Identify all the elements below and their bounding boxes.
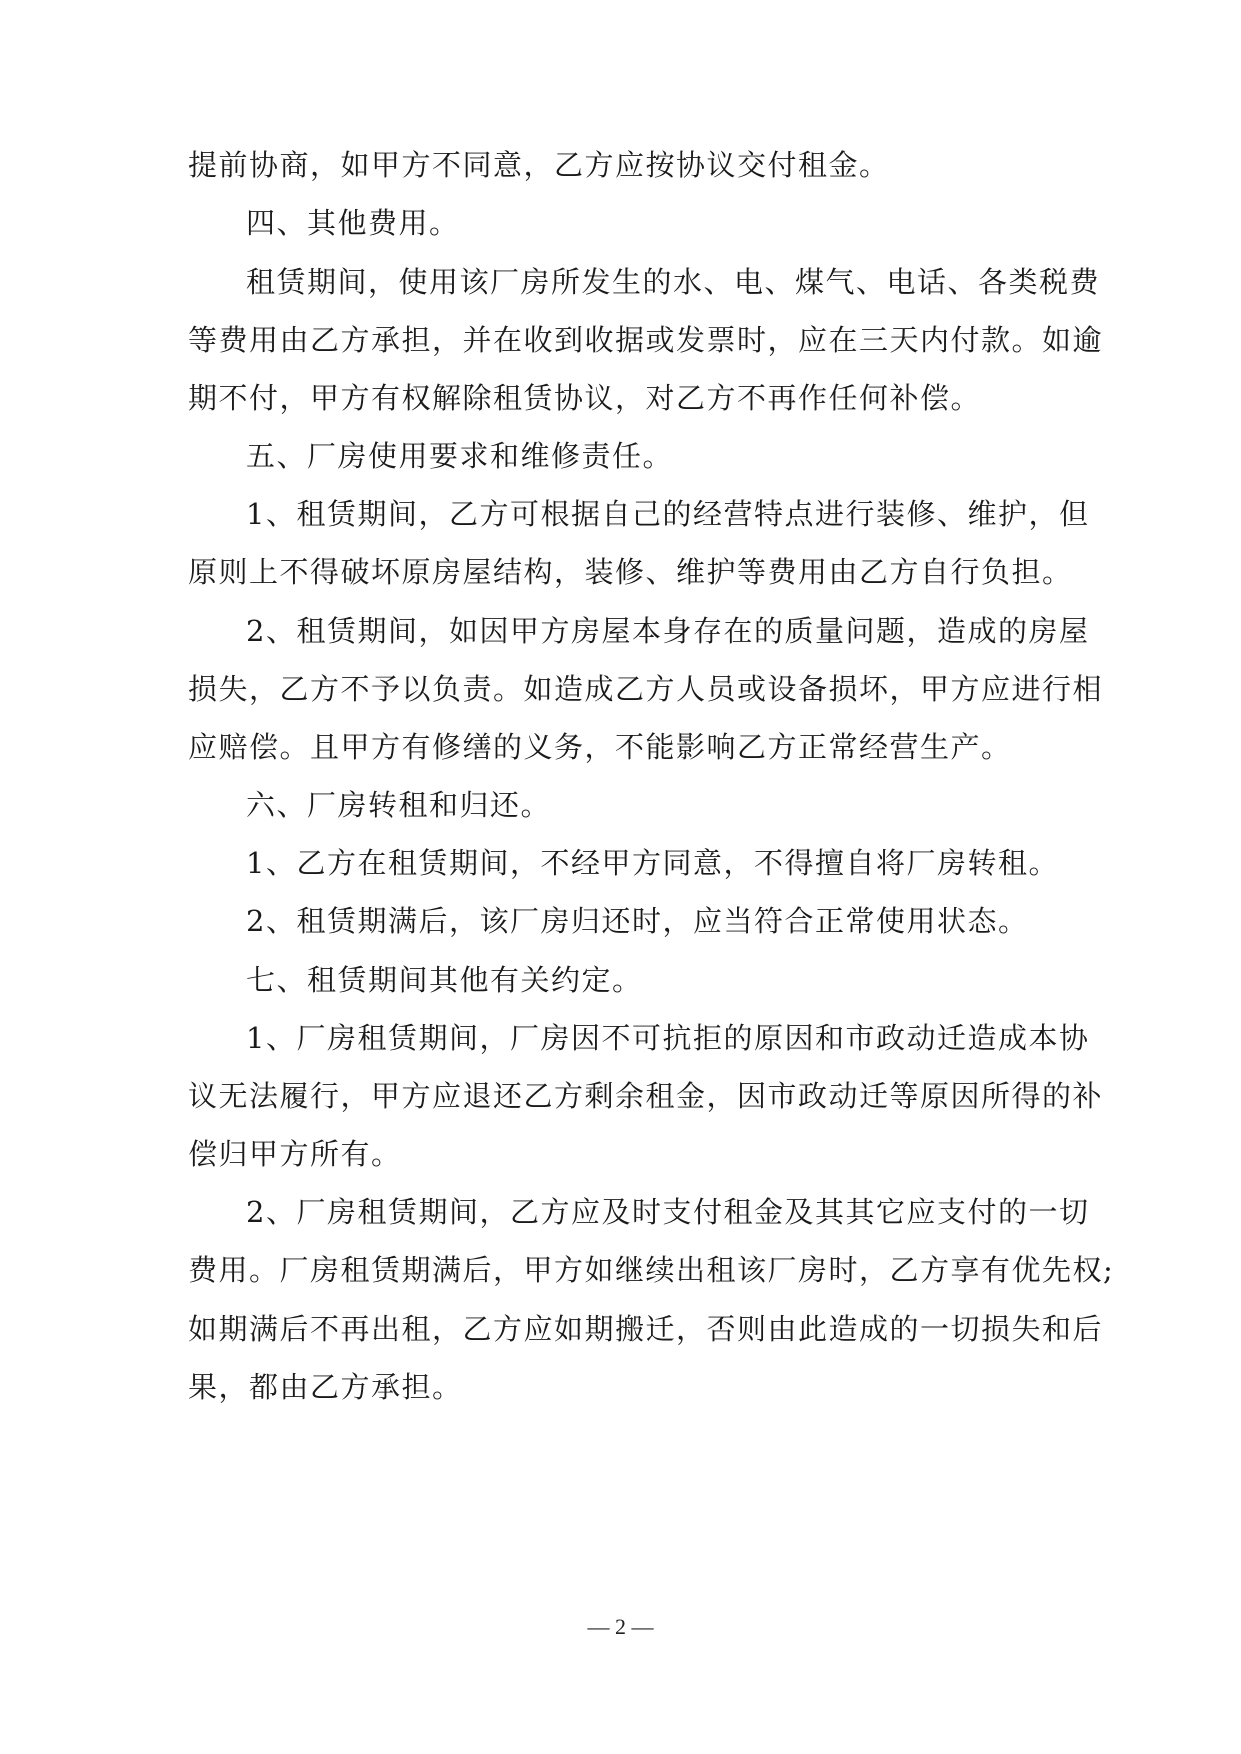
paragraph-line: 原则上不得破坏原房屋结构，装修、维护等费用由乙方自行负担。 [188, 555, 1073, 589]
paragraph-line: 应赔偿。且甲方有修缮的义务，不能影响乙方正常经营生产。 [188, 730, 1012, 764]
paragraph-line: 果，都由乙方承担。 [188, 1370, 463, 1404]
paragraph-line: 偿归甲方所有。 [188, 1137, 402, 1171]
section-heading: 七、租赁期间其他有关约定。 [246, 963, 643, 997]
paragraph-line: 1、厂房租赁期间，厂房因不可抗拒的原因和市政动迁造成本协 [246, 1021, 1090, 1055]
section-heading: 五、厂房使用要求和维修责任。 [246, 439, 674, 473]
page-number: — 2 — [587, 1614, 654, 1639]
paragraph-line: 2、租赁期满后，该厂房归还时，应当符合正常使用状态。 [246, 904, 1029, 938]
paragraph-line: 等费用由乙方承担，并在收到收据或发票时，应在三天内付款。如逾 [188, 323, 1104, 357]
paragraph-line: 期不付，甲方有权解除租赁协议，对乙方不再作任何补偿。 [188, 381, 982, 415]
paragraph-line: 损失，乙方不予以负责。如造成乙方人员或设备损坏，甲方应进行相 [188, 672, 1104, 706]
paragraph-line: 如期满后不再出租，乙方应如期搬迁，否则由此造成的一切损失和后 [188, 1312, 1104, 1346]
paragraph-line: 1、租赁期间，乙方可根据自己的经营特点进行装修、维护，但 [246, 497, 1090, 531]
paragraph-line: 费用。厂房租赁期满后，甲方如继续出租该厂房时，乙方享有优先权; [188, 1253, 1115, 1287]
section-heading: 六、厂房转租和归还。 [246, 788, 552, 822]
paragraph-line: 2、厂房租赁期间，乙方应及时支付租金及其其它应支付的一切 [246, 1195, 1090, 1229]
paragraph-line: 议无法履行，甲方应退还乙方剩余租金，因市政动迁等原因所得的补 [188, 1079, 1104, 1113]
text-line: 提前协商，如甲方不同意，乙方应按协议交付租金。 [188, 148, 890, 182]
paragraph-line: 2、租赁期间，如因甲方房屋本身存在的质量问题，造成的房屋 [246, 614, 1090, 648]
paragraph-line: 1、乙方在租赁期间，不经甲方同意，不得擅自将厂房转租。 [246, 846, 1059, 880]
paragraph-line: 租赁期间，使用该厂房所发生的水、电、煤气、电话、各类税费 [246, 265, 1101, 299]
section-heading: 四、其他费用。 [246, 206, 460, 240]
